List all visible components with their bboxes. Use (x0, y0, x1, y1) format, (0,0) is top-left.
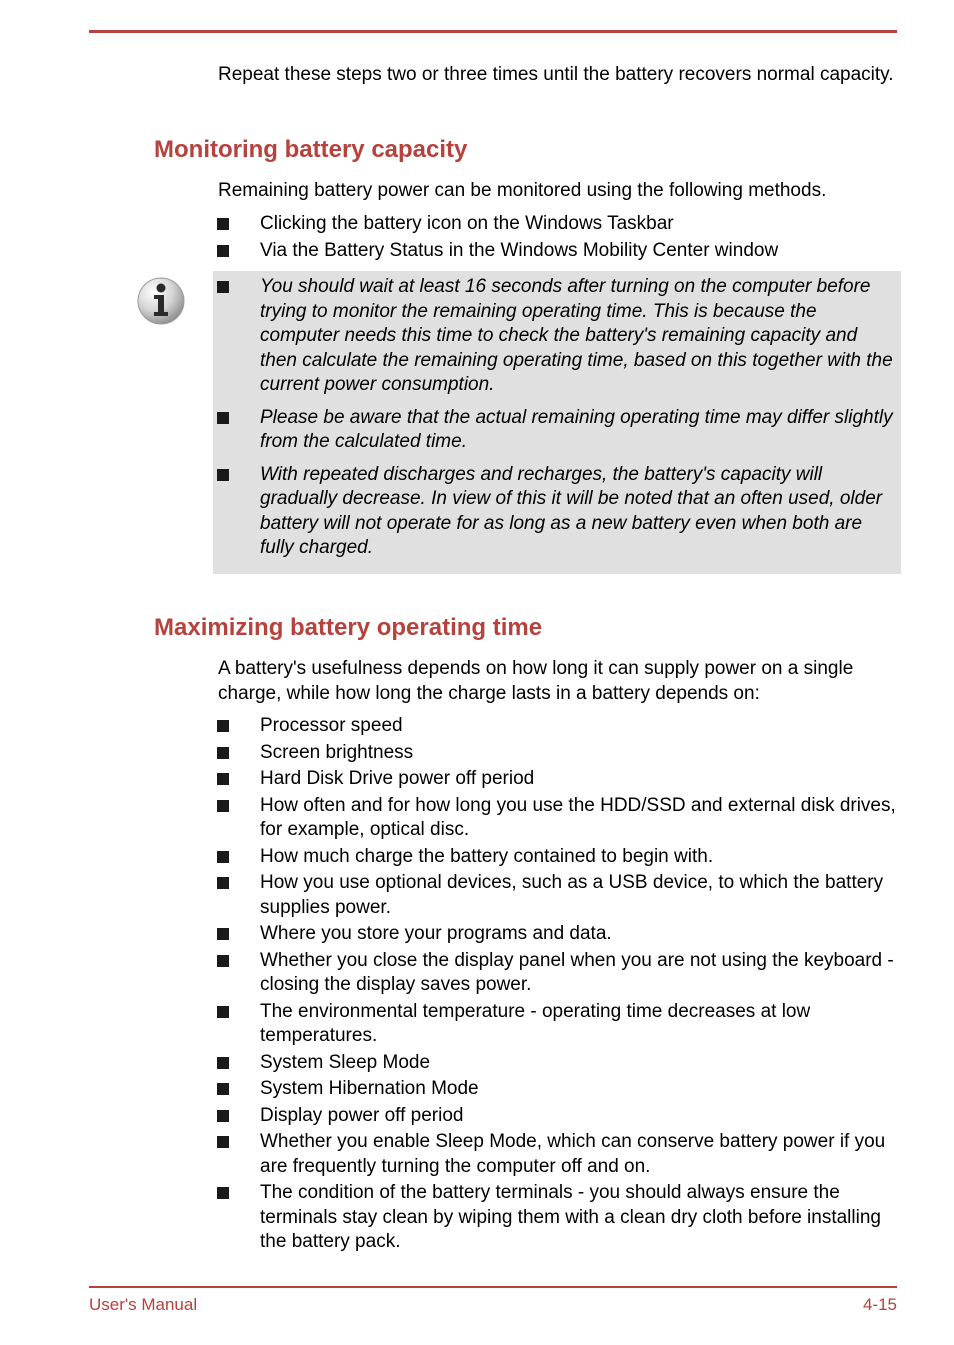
list-item: Clicking the battery icon on the Windows Taskbar (217, 212, 897, 237)
footer-manual-title: User's Manual (89, 1295, 198, 1314)
bullet-square-icon (217, 1057, 229, 1069)
bullet-square-icon (217, 773, 229, 785)
list-item: How much charge the battery contained to begin with. (217, 845, 897, 870)
info-icon (136, 276, 186, 326)
battery-factors-list (217, 714, 897, 1255)
list-item: Whether you close the display panel when you are not using the keyboard - closing the display saves power. (217, 949, 897, 998)
list-item: Processor speed (217, 714, 897, 739)
list-item: You should wait at least 16 seconds after turning on the computer before trying to monitor the remaining operating time. This is because the computer needs this time to check the battery's remaining capacity and then calculate the remaining operating time, based on this together with the current power consumption. (217, 275, 899, 398)
bullet-square-icon (217, 1006, 229, 1018)
section-heading-monitoring: Monitoring battery capacity (154, 136, 468, 163)
bullet-square-icon (217, 245, 229, 257)
list-item: Hard Disk Drive power off period (217, 767, 897, 792)
bullet-square-icon (217, 469, 229, 481)
list-item: Via the Battery Status in the Windows Mobility Center window (217, 239, 897, 264)
bullet-square-icon (217, 281, 229, 293)
list-item: Display power off period (217, 1104, 897, 1129)
list-item: How often and for how long you use the HDD/SSD and external disk drives, for example, optical disc. (217, 794, 897, 843)
bullet-square-icon (217, 955, 229, 967)
list-item: The condition of the battery terminals - you should always ensure the terminals stay clean by wiping them with a clean dry cloth before installing the battery pack. (217, 1181, 897, 1255)
bullet-square-icon (217, 851, 229, 863)
list-item: With repeated discharges and recharges, the battery's capacity will gradually decrease. In view of this it will be noted that an often used, older battery will not operate for as long as a new battery even when both are fully charged. (217, 463, 899, 561)
list-item: System Sleep Mode (217, 1051, 897, 1076)
header-rule (89, 30, 897, 33)
bullet-square-icon (217, 747, 229, 759)
intro-paragraph: Repeat these steps two or three times until the battery recovers normal capacity. (218, 64, 894, 85)
bullet-square-icon (217, 1083, 229, 1095)
bullet-square-icon (217, 720, 229, 732)
list-item: How you use optional devices, such as a USB device, to which the battery supplies power. (217, 871, 897, 920)
list-item: Screen brightness (217, 741, 897, 766)
bullet-square-icon (217, 1136, 229, 1148)
footer-page-number: 4-15 (862, 1295, 897, 1314)
bullet-square-icon (217, 412, 229, 424)
bullet-square-icon (217, 877, 229, 889)
bullet-square-icon (217, 1187, 229, 1199)
maximizing-paragraph: A battery's usefulness depends on how long it can supply power on a single charge, while how long the charge lasts in a battery depends on: (218, 658, 854, 704)
list-item: Where you store your programs and data. (217, 922, 897, 947)
bullet-square-icon (217, 928, 229, 940)
list-item: Whether you enable Sleep Mode, which can conserve battery power if you are frequently turning the computer off and on. (217, 1130, 897, 1179)
monitoring-methods-list (217, 212, 897, 263)
bullet-square-icon (217, 1110, 229, 1122)
note-box (213, 271, 901, 574)
bullet-square-icon (217, 218, 229, 230)
bullet-square-icon (217, 800, 229, 812)
footer-rule (89, 1286, 897, 1288)
list-item: The environmental temperature - operating time decreases at low temperatures. (217, 1000, 897, 1049)
note-list (217, 275, 899, 561)
monitoring-paragraph: Remaining battery power can be monitored using the following methods. (218, 180, 827, 201)
section-heading-maximizing: Maximizing battery operating time (154, 614, 543, 641)
list-item: Please be aware that the actual remaining operating time may differ slightly from the calculated time. (217, 406, 899, 455)
list-item: System Hibernation Mode (217, 1077, 897, 1102)
